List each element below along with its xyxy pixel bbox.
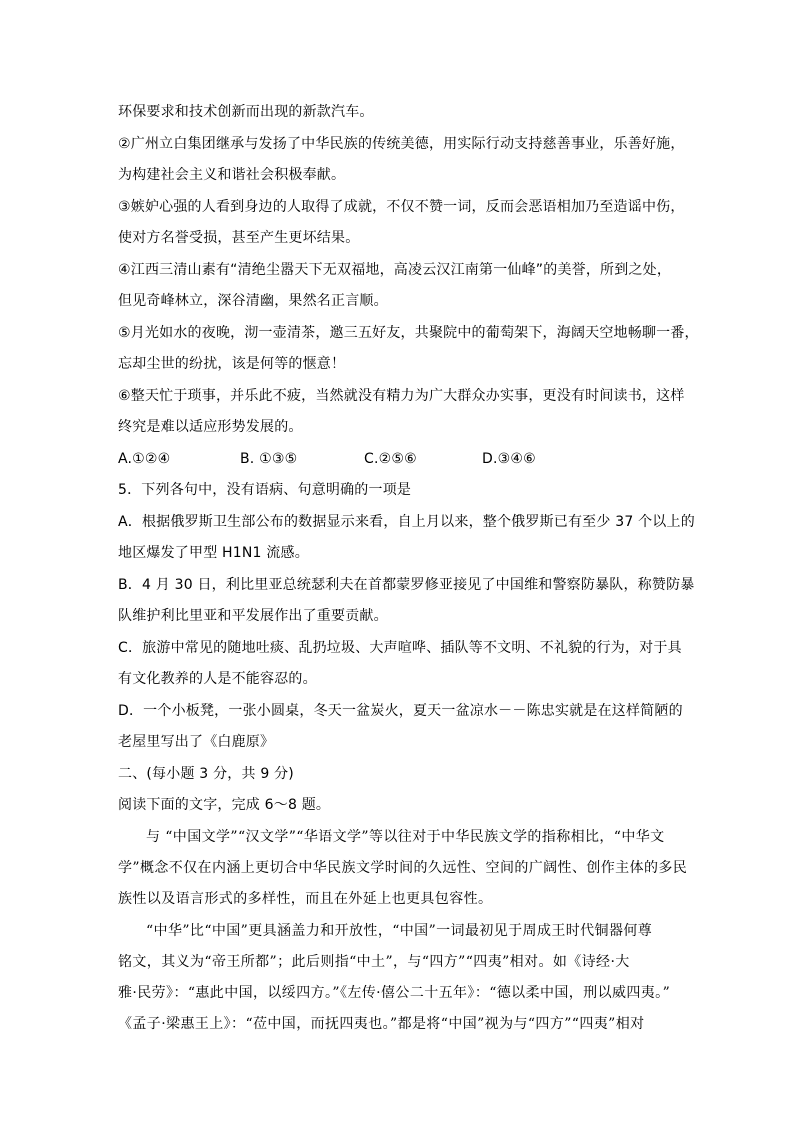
statement-4: ④江西三清山素有“清绝尘嚣天下无双福地，高凌云汉江南第一仙峰”的美誉，所到之处， (118, 262, 672, 278)
passage-line: 族性以及语言形式的多样性，而且在外延上也更具包容性。 (118, 891, 493, 907)
text-line: 使对方名誉受损，甚至产生更坏结果。 (118, 230, 360, 246)
q5-option-c: C．旅游中常见的随地吐痰、乱扔垃圾、大声喧哗、插队等不文明、不礼貌的行为，对于具 (118, 640, 682, 656)
option-a: A.①②④ (118, 451, 171, 467)
text-line: 有文化教养的人是不能容忍的。 (118, 671, 317, 687)
statement-2: ②广州立白集团继承与发扬了中华民族的传统美德，用实际行动支持慈善事业，乐善好施， (118, 136, 685, 152)
q5-option-b: B．4 月 30 日，利比里亚总统瑟利夫在首都蒙罗修亚接见了中国维和警察防暴队，称赞防暴 (118, 577, 695, 593)
q5-option-d: D．一个小板凳，一张小圆桌，冬天一盆炭火，夏天一盆凉水－－陈忠实就是在这样简陋的 (118, 703, 683, 719)
text-line: 但见奇峰林立，深谷清幽，果然名正言顺。 (118, 293, 388, 309)
statement-5: ⑤月光如水的夜晚，沏一壶清茶，邀三五好友，共聚院中的葡萄架下，海阔天空地畅聊一番， (118, 325, 699, 341)
answer-options-q4 (118, 451, 536, 467)
question-5-stem: 5．下列各句中，没有语病、句意明确的一项是 (118, 482, 412, 498)
passage-line: 《孟子·梁惠王上》：“莅中国，而抚四夷也。”都是将“中国”视为与“四方”“四夷”相对 (118, 1016, 645, 1032)
text-line: 队维护利比里亚和平发展作出了重要贡献。 (118, 608, 388, 624)
passage-line: 铭文，其义为“帝王所都”；此后则指“中土”，与“四方”“四夷”相对。如《诗经·大 (118, 954, 630, 970)
statement-3: ③嫉妒心强的人看到身边的人取得了成就，不仅不赞一词，反而会恶语相加乃至造谣中伤， (118, 199, 685, 215)
passage-line: 学”概念不仅在内涵上更切合中华民族文学时间的久远性、空间的广阔性、创作主体的多民 (118, 860, 688, 876)
text-line: 终究是难以适应形势发展的。 (118, 419, 303, 435)
option-d: D.③④⑥ (482, 451, 536, 467)
reading-instruction: 阅读下面的文字，完成 6～8 题。 (118, 797, 331, 813)
text-line: 忘却尘世的纷扰，该是何等的惬意！ (118, 356, 346, 372)
option-b: B. ①③⑤ (240, 451, 298, 467)
statement-6: ⑥整天忙于琐事，并乐此不疲，当然就没有精力为广大群众办实事，更没有时间读书，这样 (118, 388, 685, 404)
q5-option-a: A．根据俄罗斯卫生部公布的数据显示来看，自上月以来，整个俄罗斯已有至少 37 个以上的 (118, 514, 695, 530)
passage-line: 雅·民劳》：“惠此中国，以绥四方。”《左传·僖公二十五年》：“德以柔中国，刑以威四夷。” (118, 985, 671, 1001)
text-line: 地区爆发了甲型 H1N1 流感。 (118, 545, 309, 561)
passage-line: “中华”比“中国”更具涵盖力和开放性，“中国”一词最初见于周成王时代铜器何尊 (146, 923, 653, 939)
option-c: C.②⑤⑥ (364, 451, 417, 467)
passage-line: 与 “中国文学”“汉文学”“华语文学”等以往对于中华民族文学的指称相比，“中华文 (146, 829, 665, 845)
section-heading: 二、(每小题 3 分，共 9 分) (118, 766, 294, 782)
text-line: 老屋里写出了《白鹿原》 (118, 734, 275, 750)
text-line: 环保要求和技术创新而出现的新款汽车。 (118, 104, 374, 120)
text-line: 为构建社会主义和谐社会积极奉献。 (118, 167, 346, 183)
